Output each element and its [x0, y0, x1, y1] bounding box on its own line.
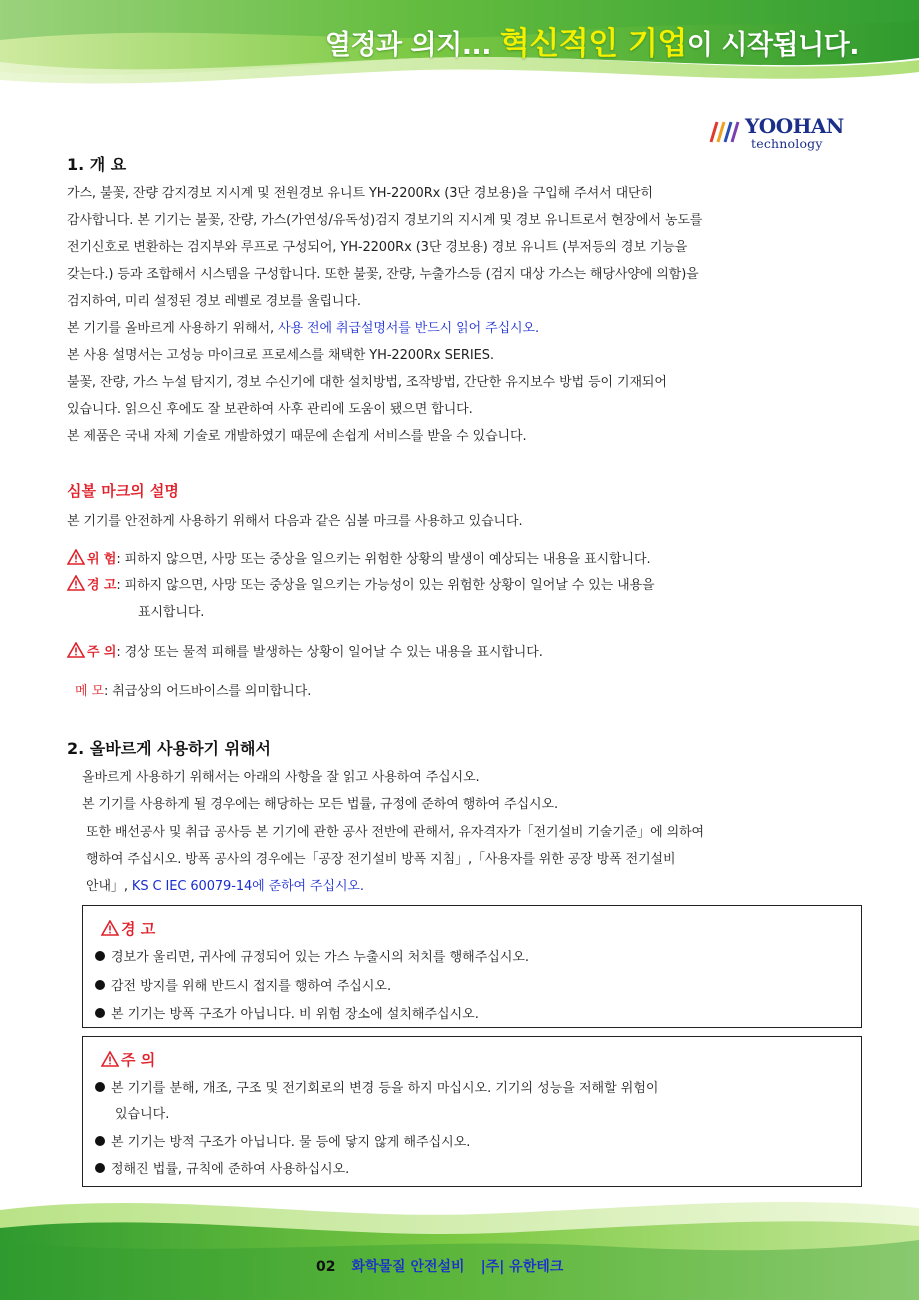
warning-triangle-icon: [67, 549, 85, 565]
bullet-icon: [95, 1082, 105, 1092]
warning-box: [82, 905, 862, 1028]
caution-box: [82, 1036, 862, 1187]
logo-subtitle: technology: [751, 136, 823, 151]
list-item: 경보가 울리면, 귀사에 규정되어 있는 가스 누출시의 처치를 행해주십시오.: [95, 946, 529, 965]
document-name: 화학물질 안전설비: [351, 1259, 465, 1275]
section1-line: 본 제품은 국내 자체 기술로 개발하였기 때문에 손쉽게 서비스를 받을 수 있습니다.: [67, 429, 527, 444]
symbol-danger: 위 험: 피하지 않으면, 사망 또는 중상을 일으키는 위험한 상황의 발생이 예상되는 내용을 표시합니다.: [67, 548, 650, 567]
page-footer: [0, 1180, 919, 1300]
section2-line: 또한 배선공사 및 취급 공사등 본 기기에 관한 공사 전반에 관해서, 유자격자가「전기설비 기술기준」에 의하여: [86, 825, 704, 840]
section2-line: 본 기기를 사용하게 될 경우에는 해당하는 모든 법률, 규정에 준하여 행하여 주십시오.: [82, 797, 558, 812]
section1-line: 갖는다.) 등과 조합해서 시스템을 구성합니다. 또한 불꽃, 잔량, 누출가스등 (검지 대상 가스는 해당사양에 의함)을: [67, 267, 699, 282]
section2-line: 올바르게 사용하기 위해서는 아래의 사항을 잘 읽고 사용하여 주십시오.: [82, 770, 480, 785]
symbol-warning-continued: 표시합니다.: [138, 605, 205, 620]
header-slogan: 열정과 의지... 혁신적인 기업이 시작됩니다.: [324, 26, 859, 62]
bullet-icon: [95, 1136, 105, 1146]
section1-line: 가스, 불꽃, 잔량 감지경보 지시계 및 전원경보 유니트 YH-2200Rx (3단 경보용)을 구입해 주셔서 대단히: [67, 186, 653, 201]
warning-triangle-icon: [101, 920, 119, 936]
symbols-intro: 본 기기를 안전하게 사용하기 위해서 다음과 같은 심볼 마크를 사용하고 있습니다.: [67, 514, 523, 529]
warning-triangle-icon: [101, 1051, 119, 1067]
bullet-icon: [95, 1008, 105, 1018]
logo-wordmark: YOOHAN: [745, 114, 844, 138]
list-item: 본 기기를 분해, 개조, 구조 및 전기회로의 변경 등을 하지 마십시오. 기기의 성능을 저해할 위험이: [95, 1077, 658, 1096]
list-item: 본 기기는 방적 구조가 아닙니다. 물 등에 닿지 않게 해주십시오.: [95, 1131, 470, 1150]
warning-box-title: 경 고: [101, 918, 155, 939]
section1-line: 불꽃, 잔량, 가스 누설 탐지기, 경보 수신기에 대한 설치방법, 조작방법, 간단한 유지보수 방법 등이 기재되어: [67, 375, 667, 390]
logo-stripes-icon: [707, 116, 743, 144]
section1-line: 검지하여, 미리 설정된 경보 레벨로 경보를 울립니다.: [67, 294, 361, 309]
section1-title: 1. 개 요: [67, 155, 127, 174]
caution-box-title: 주 의: [101, 1049, 155, 1070]
standard-reference: KS C IEC 60079-14에 준하여 주십시오.: [131, 879, 364, 894]
section2-line: 행하여 주십시오. 방폭 공사의 경우에는「공장 전기설비 방폭 지침」,「사용자를 위한 공장 방폭 전기설비: [86, 852, 676, 867]
section1-line: 있습니다. 읽으신 후에도 잘 보관하여 사후 관리에 도움이 됐으면 합니다.: [67, 402, 473, 417]
company-logo: [707, 112, 867, 156]
footer-wave-graphic: [0, 1180, 919, 1300]
section1-line: 본 사용 설명서는 고성능 마이크로 프로세스를 채택한 YH-2200Rx SERIES.: [67, 348, 494, 363]
footer-text: [316, 1256, 563, 1276]
section1-line: 전기신호로 변환하는 검지부와 루프로 구성되어, YH-2200Rx (3단 경보용) 경보 유니트 (부저등의 경보 기능을: [67, 240, 688, 255]
section2-standard-line: 안내」, KS C IEC 60079-14에 준하여 주십시오.: [86, 879, 364, 894]
symbol-warning: 경 고: 피하지 않으면, 사망 또는 중상을 일으키는 가능성이 있는 위험한 상황이 일어날 수 있는 내용을: [67, 574, 655, 593]
list-item: 본 기기는 방폭 구조가 아닙니다. 비 위험 장소에 설치해주십시오.: [95, 1003, 479, 1022]
bullet-icon: [95, 951, 105, 961]
section1-notice-line: 본 기기를 올바르게 사용하기 위해서, 사용 전에 취급설명서를 반드시 읽어 주십시오.: [67, 321, 539, 336]
company-name: |주| 유한테크: [480, 1259, 564, 1275]
bullet-icon: [95, 980, 105, 990]
warning-triangle-icon: [67, 575, 85, 591]
symbol-caution: 주 의: 경상 또는 물적 피해를 발생하는 상황이 일어날 수 있는 내용을 표시합니다.: [67, 641, 543, 660]
slogan-highlight: 혁신적인 기업: [499, 26, 687, 62]
bullet-icon: [95, 1163, 105, 1173]
warning-triangle-icon: [67, 642, 85, 658]
list-item-continued: 있습니다.: [115, 1107, 170, 1122]
section1-line: 감사합니다. 본 기기는 불꽃, 잔량, 가스(가연성/유독성)검지 경보기의 지시계 및 경보 유니트로서 현장에서 농도를: [67, 213, 703, 228]
read-manual-notice: 사용 전에 취급설명서를 반드시 읽어 주십시오.: [278, 321, 539, 336]
symbol-memo: 메 모: 취급상의 어드바이스를 의미합니다.: [75, 684, 312, 699]
list-item: 감전 방지를 위해 반드시 접지를 행하여 주십시오.: [95, 975, 391, 994]
symbols-title: 심볼 마크의 설명: [67, 482, 179, 500]
list-item: 정해진 법률, 규칙에 준하여 사용하십시오.: [95, 1158, 349, 1177]
page-number: 02: [316, 1259, 336, 1275]
section2-title: 2. 올바르게 사용하기 위해서: [67, 739, 271, 758]
page-header: [0, 0, 919, 100]
